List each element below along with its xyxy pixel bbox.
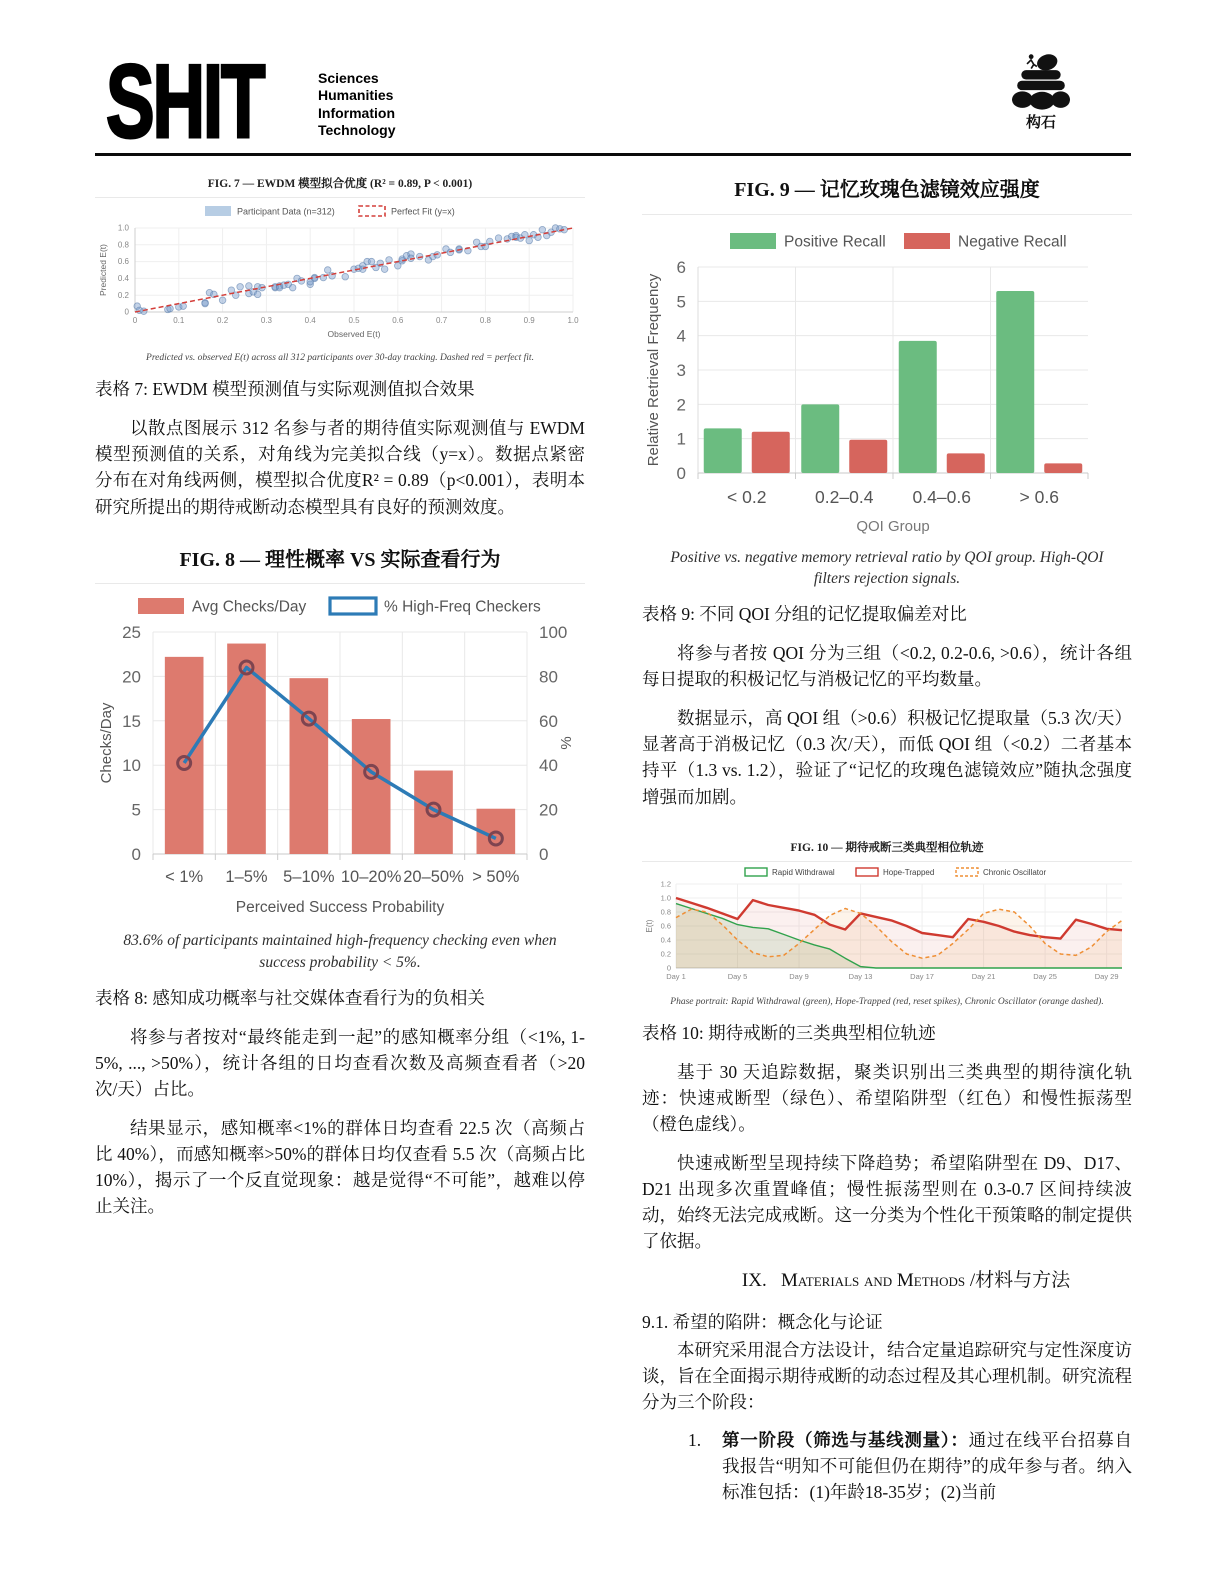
figure-7-scatter-chart (95, 200, 585, 350)
tagline-line: Information (318, 104, 395, 121)
paragraph: 将参与者按 QOI 分为三组（<0.2, 0.2-0.6, >0.6），统计各组每日提取的积极记忆与消极记忆的平均数量。 (642, 643, 1132, 690)
figure-10 (642, 840, 1132, 1009)
svg-text:0: 0 (131, 845, 141, 865)
svg-text:1.0: 1.0 (567, 316, 579, 326)
stone-pile-icon (1008, 52, 1074, 110)
svg-text:Day 29: Day 29 (1094, 971, 1119, 981)
svg-text:100: 100 (539, 623, 568, 643)
section-heading (642, 1267, 1132, 1295)
paragraph: 以散点图展示 312 名参与者的期待值实际观测值与 EWDM 模型预测值的关系，对角线为完美拟合线（y=x）。数据点紧密分布在对角线两侧，模型拟合优度R² = 0.89（p<0.001），表明本研究所提出的期待戒断动态模型具有良好的预测效度。 (95, 418, 585, 517)
list-item-text: 通过在线平台招募自我报告“明知不可能但仍在期待”的成年参与者。纳入标准包括：(1)年龄18-35岁；(2)当前 (722, 1429, 1133, 1503)
figure-7-caption: Predicted vs. observed E(t) across all 312 participants over 30-day tracking. Dashed red = perfect fit. (146, 353, 534, 364)
svg-text:Day 1: Day 1 (666, 971, 686, 981)
list-item-number: 1. (688, 1429, 702, 1450)
svg-text:4: 4 (676, 326, 686, 346)
figure-7-divider (95, 197, 585, 198)
svg-text:Relative Retrieval Frequency: Relative Retrieval Frequency (645, 273, 662, 467)
svg-text:0: 0 (124, 307, 129, 317)
svg-text:10: 10 (122, 756, 141, 776)
paragraph: 将参与者按对“最终能走到一起”的感知概率分组（<1%, 1-5%, ..., >50%），统计各组的日均查看次数及高频查看者（>20 次/天）占比。 (95, 1026, 585, 1099)
svg-text:0.1: 0.1 (173, 316, 185, 326)
svg-text:0.4–0.6: 0.4–0.6 (912, 486, 971, 507)
figure-10-line-chart (642, 864, 1132, 994)
svg-text:< 0.2: < 0.2 (727, 486, 767, 507)
svg-text:0.6: 0.6 (117, 257, 129, 267)
svg-text:% High-Freq Checkers: % High-Freq Checkers (384, 598, 541, 616)
figure-8-divider (95, 583, 585, 584)
figure-7 (95, 176, 585, 365)
journal-tagline (318, 70, 396, 140)
subsection-heading: 9.1. 希望的陷阱：概念化与论证 (642, 1311, 883, 1332)
figure-9 (642, 176, 1132, 590)
svg-text:0.5: 0.5 (348, 316, 360, 326)
figure-7-title: FIG. 7 — EWDM 模型拟合优度 (R² = 0.89, P < 0.001) (207, 178, 473, 190)
svg-text:1.2: 1.2 (660, 879, 671, 889)
paragraph: 快速戒断型呈现持续下降趋势；希望陷阱型在 D9、D17、D21 出现多次重置峰值；慢性振荡型则在 0.3-0.7 区间持续波动，始终无法完成戒断。这一分类为个性化干预策略的制定提供了依据。 (642, 1153, 1132, 1252)
header-rule (95, 153, 1131, 156)
svg-text:Day 25: Day 25 (1033, 971, 1057, 981)
svg-text:QOI Group: QOI Group (856, 517, 930, 535)
svg-text:5–10%: 5–10% (283, 868, 335, 887)
section-title-zh: /材料与方法 (965, 1270, 1071, 1292)
svg-text:Observed E(t): Observed E(t) (327, 329, 381, 340)
svg-text:Positive Recall: Positive Recall (784, 233, 886, 251)
svg-text:1: 1 (676, 429, 686, 449)
svg-text:0.4: 0.4 (117, 274, 129, 284)
svg-text:0.9: 0.9 (523, 316, 535, 326)
svg-text:Negative Recall: Negative Recall (958, 233, 1067, 251)
figure-9-title: FIG. 9 — 记忆玫瑰色滤镜效应强度 (734, 179, 1040, 201)
figure-9-caption: Positive vs. negative memory retrieval ratio by QOI group. High-QOI filters rejection signals. (670, 548, 1104, 588)
journal-logo (106, 44, 331, 160)
right-column (642, 168, 1132, 1505)
org-mark-label: 构石 (1025, 114, 1056, 131)
svg-text:0.4: 0.4 (304, 316, 316, 326)
svg-text:0.2: 0.2 (217, 316, 229, 326)
svg-text:0.2–0.4: 0.2–0.4 (815, 486, 874, 507)
svg-text:0.4: 0.4 (660, 935, 671, 945)
table-9-caption: 表格 9: 不同 QOI 分组的记忆提取偏差对比 (642, 604, 967, 625)
svg-text:1.0: 1.0 (660, 893, 671, 903)
svg-text:Participant Data (n=312): Participant Data (n=312) (237, 206, 335, 217)
svg-text:%: % (558, 736, 575, 751)
svg-text:25: 25 (122, 623, 141, 643)
svg-text:Perfect Fit (y=x): Perfect Fit (y=x) (391, 206, 455, 217)
svg-text:5: 5 (131, 800, 141, 820)
paragraph: 数据显示，高 QOI 组（>0.6）积极记忆提取量（5.3 次/天）显著高于消极记忆（0.3 次/天），而低 QOI 组（<0.2）二者基本持平（1.3 vs. 1.2），验证了“记忆的玫瑰色滤镜效应”随执念强度增强而加剧。 (642, 708, 1132, 807)
svg-text:Day 21: Day 21 (971, 971, 996, 981)
svg-text:Avg Checks/Day: Avg Checks/Day (192, 598, 307, 616)
svg-text:0: 0 (132, 316, 138, 326)
journal-logo-text: SHIT (106, 44, 264, 160)
svg-text:6: 6 (676, 257, 686, 277)
svg-text:0.6: 0.6 (660, 921, 671, 931)
svg-text:0.7: 0.7 (436, 316, 448, 326)
figure-8-caption: 83.6% of participants maintained high-frequency checking even when success probability < 5%. (123, 932, 557, 972)
section-number: IX. (741, 1270, 767, 1292)
svg-text:3: 3 (676, 360, 686, 380)
paragraph: 本研究采用混合方法设计，结合定量追踪研究与定性深度访谈，旨在全面揭示期待戒断的动态过程及其心理机制。研究流程分为三个阶段： (642, 1339, 1132, 1412)
svg-text:5: 5 (676, 292, 686, 312)
svg-text:15: 15 (122, 712, 141, 732)
svg-text:0.3: 0.3 (260, 316, 272, 326)
figure-8 (95, 546, 585, 974)
paragraph: 基于 30 天追踪数据，聚类识别出三类典型的期待演化轨迹：快速戒断型（绿色）、希望陷阱型（红色）和慢性振荡型（橙色虚线）。 (642, 1061, 1132, 1135)
svg-text:0: 0 (676, 463, 686, 483)
svg-text:Perceived Success Probability: Perceived Success Probability (235, 899, 445, 917)
figure-9-divider (642, 214, 1132, 215)
figure-10-divider (642, 861, 1132, 862)
svg-text:0: 0 (539, 845, 549, 865)
svg-text:0.2: 0.2 (660, 949, 671, 959)
svg-text:Predicted E(t): Predicted E(t) (98, 244, 108, 297)
svg-text:Day 13: Day 13 (848, 971, 873, 981)
svg-text:0.2: 0.2 (117, 290, 129, 300)
tagline-line: Sciences (318, 70, 379, 86)
tagline-line: Technology (318, 122, 396, 139)
table-10-caption: 表格 10: 期待戒断的三类典型相位轨迹 (642, 1022, 936, 1043)
paragraph: 结果显示，感知概率<1%的群体日均查看 22.5 次（高频占比 40%），而感知概率>50%的群体日均仅查看 5.5 次（高频占比 10%），揭示了一个反直觉现象：越是觉得“不可能”，越难以停止关注。 (95, 1118, 585, 1217)
svg-text:20–50%: 20–50% (403, 868, 464, 887)
svg-text:1.0: 1.0 (117, 223, 129, 233)
figure-10-title: FIG. 10 — 期待戒断三类典型相位轨迹 (790, 841, 984, 854)
svg-text:Day 9: Day 9 (789, 971, 809, 981)
svg-text:0.8: 0.8 (660, 907, 671, 917)
figure-8-title: FIG. 8 — 理性概率 VS 实际查看行为 (179, 548, 501, 571)
svg-text:60: 60 (539, 712, 558, 732)
svg-text:Checks/Day: Checks/Day (98, 702, 115, 784)
svg-text:0.8: 0.8 (117, 240, 129, 250)
figure-10-caption: Phase portrait: Rapid Withdrawal (green), Hope-Trapped (red, reset spikes), Chronic Oscillator (orange dashed). (670, 996, 1104, 1007)
org-mark (1002, 52, 1080, 132)
svg-text:10–20%: 10–20% (340, 868, 402, 887)
svg-text:0.6: 0.6 (392, 316, 404, 326)
svg-text:E(t): E(t) (645, 919, 654, 933)
svg-text:Day 5: Day 5 (727, 971, 748, 981)
table-7-caption: 表格 7: EWDM 模型预测值与实际观测值拟合效果 (95, 379, 475, 400)
list-item-lead: 第一阶段（筛选与基线测量）： (722, 1429, 969, 1450)
svg-text:20: 20 (122, 667, 141, 687)
svg-text:> 0.6: > 0.6 (1019, 486, 1059, 507)
figure-9-grouped-bar-chart (642, 217, 1132, 539)
svg-text:0: 0 (666, 963, 671, 973)
svg-text:2: 2 (676, 395, 686, 415)
section-title-en: Materials and Methods (780, 1270, 966, 1292)
svg-text:Chronic Oscillator: Chronic Oscillator (983, 867, 1047, 877)
svg-text:Rapid Withdrawal: Rapid Withdrawal (772, 867, 835, 877)
list-item-1 (642, 1427, 1132, 1505)
svg-text:Hope-Trapped: Hope-Trapped (883, 867, 935, 877)
svg-text:< 1%: < 1% (165, 868, 204, 887)
svg-text:Day 17: Day 17 (910, 971, 934, 981)
tagline-line: Humanities (318, 87, 394, 104)
figure-8-bar-line-chart (95, 586, 585, 922)
svg-text:40: 40 (539, 756, 558, 776)
svg-text:20: 20 (539, 800, 558, 820)
svg-text:> 50%: > 50% (472, 868, 520, 887)
svg-text:1–5%: 1–5% (225, 868, 268, 887)
svg-text:0.8: 0.8 (479, 316, 491, 326)
table-8-caption: 表格 8: 感知成功概率与社交媒体查看行为的负相关 (95, 987, 485, 1008)
svg-text:80: 80 (539, 667, 558, 687)
left-column (95, 168, 585, 1219)
